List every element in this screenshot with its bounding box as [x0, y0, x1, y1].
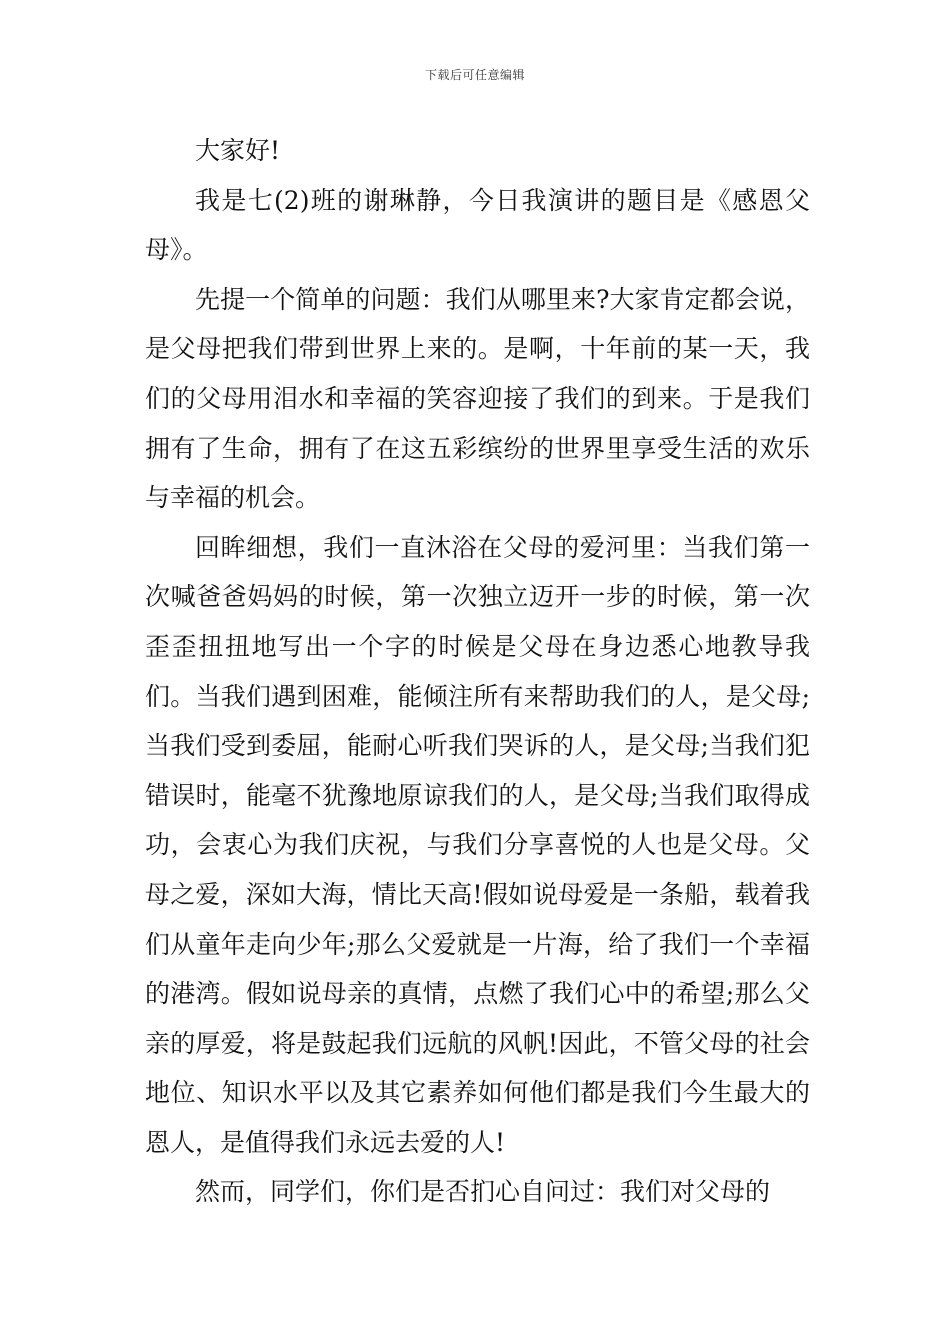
page-header: 下载后可任意编辑 — [424, 68, 525, 82]
paragraph-reflection: 回眸细想，我们一直沐浴在父母的爱河里：当我们第一次喊爸爸妈妈的时候，第一次独立迈开一步的时候，第一次歪歪扭扭地写出一个字的时候是父母在身边悉心地教导我们。当我们遇到困难，能倾注所有来帮助我们的人，是父母;当我们受到委屈，能耐心听我们哭诉的人，是父母;当我们犯错误时，能毫不犹豫地原谅我们的人，是父母;当我们取得成功，会衷心为我们庆祝，与我们分享喜悦的人也是父母。父母之爱，深如大海，情比天高!假如说母爱是一条船，载着我们从童年走向少年;那么父爱就是一片海，给了我们一个幸福的港湾。假如说母亲的真情，点燃了我们心中的希望;那么父亲的厚爱，将是鼓起我们远航的风帆!因此，不管父母的社会地位、知识水平以及其它素养如何他们都是我们今生最大的恩人，是值得我们永远去爱的人! — [145, 532, 810, 1157]
speech-body — [145, 126, 810, 1217]
paragraph-introduction: 我是七(2)班的谢琳静，今日我演讲的题目是《感恩父母》。 — [145, 185, 810, 265]
paragraph-question: 先提一个简单的问题：我们从哪里来?大家肯定都会说，是父母把我们带到世界上来的。是啊，十年前的某一天，我们的父母用泪水和幸福的笑容迎接了我们的到来。于是我们拥有了生命，拥有了在这五彩缤纷的世界里享受生活的欢乐与幸福的机会。 — [145, 284, 810, 513]
paragraph-closing-question: 然而，同学们，你们是否扪心自问过：我们对父母的 — [195, 1177, 771, 1207]
paragraph-greeting: 大家好! — [195, 136, 281, 165]
